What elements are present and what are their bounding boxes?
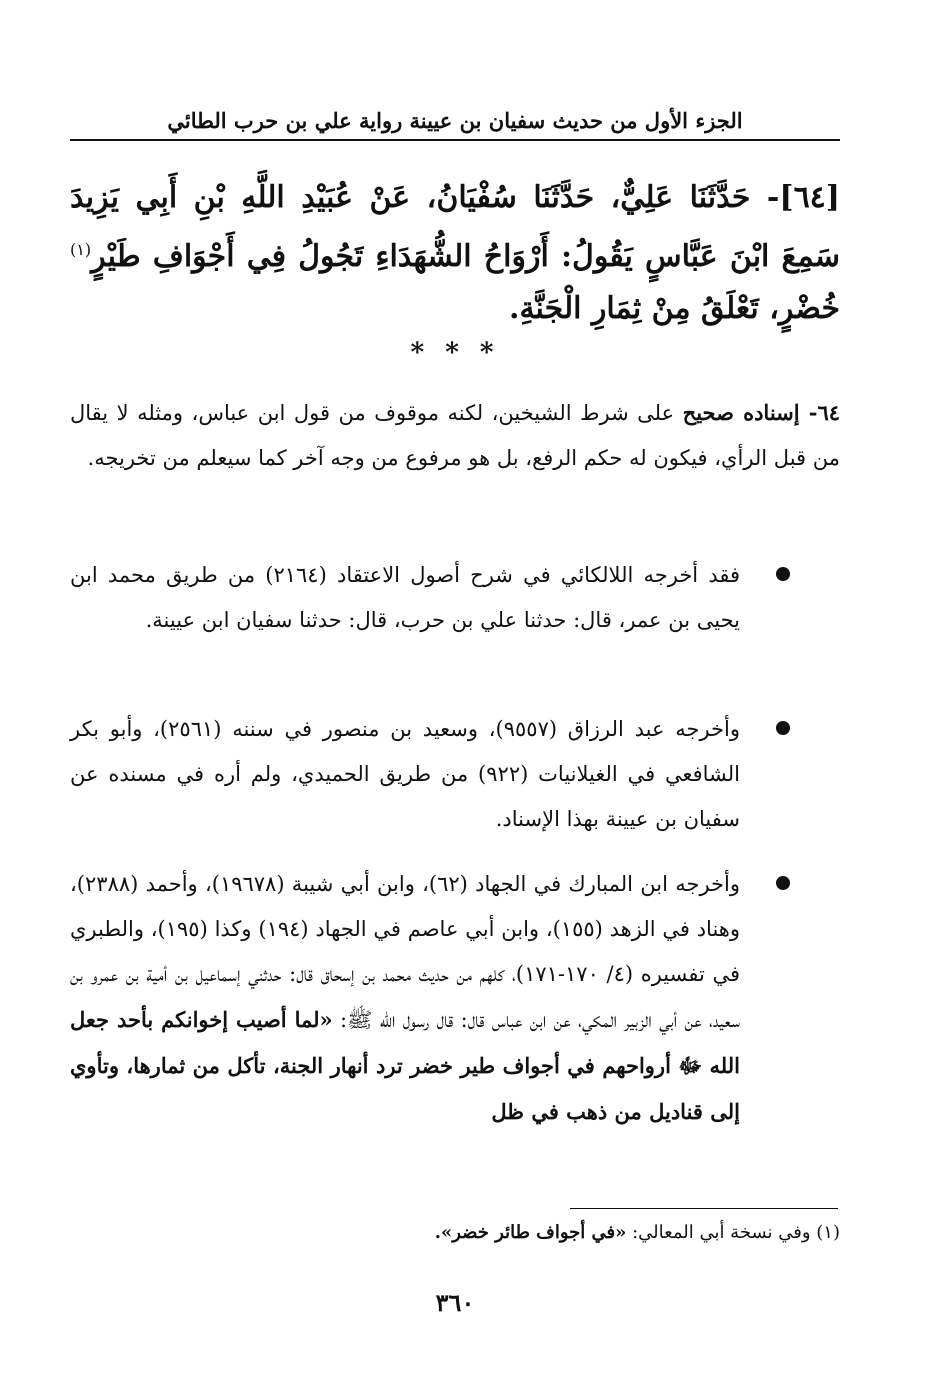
takhrij-lead: ٦٤- إسناده صحيح — [682, 400, 841, 425]
takhrij-paragraph — [70, 390, 840, 481]
prophetic-quote: «لما أصيب إخوانكم بأحد جعل الله ﷻ أرواحهم في أجواف طير خضر ترد أنهار الجنة، تأكل من ثمارها، وتأوي إلى قناديل من ذهب في ظل — [70, 1007, 740, 1124]
bullet-dot-icon — [776, 876, 790, 890]
takhrij-bullet-2 — [70, 707, 840, 842]
bullet-text: فقد أخرجه اللالكائي في شرح أصول الاعتقاد (٢١٦٤) من طريق محمد ابن يحيى بن عمر، قال: حدثنا علي بن حرب، قال: حدثنا سفيان ابن عيينة. — [70, 563, 741, 632]
section-separator: * * * — [410, 338, 500, 368]
running-header: الجزء الأول من حديث سفيان بن عيينة رواية علي بن حرب الطائي — [70, 108, 840, 141]
takhrij-bullet-3 — [70, 862, 840, 1135]
footnote-bold: «في أجواف طائر خضر». — [434, 1222, 627, 1243]
page-number: ٣٦٠ — [435, 1288, 475, 1317]
bullet-text — [70, 862, 740, 1135]
hadith-text — [70, 172, 840, 335]
footnote-marker[interactable]: (١) — [70, 240, 92, 259]
hadith-text-part1: [٦٤]- حَدَّثَنَا عَلِيٌّ، حَدَّثَنَا سُفْيَانُ، عَنْ عُبَيْدِ اللَّهِ بْنِ أَبِي يَزِيدَ سَمِعَ ابْنَ عَبَّاسٍ يَقُولُ: أَرْوَاحُ الشُّهَدَاءِ تَجُولُ فِي أَجْوَافِ طَيْرٍ — [70, 180, 840, 274]
bullet-text-plain: وأخرجه ابن المبارك في الجهاد (٦٢)، وابن أبي شيبة (١٩٦٧٨)، وأحمد (٢٣٨٨)، وهناد في الزهد (١٥٥)، وابن أبي عاصم في الجهاد (١٩٤) وكذا (١٩٥)، والطبري في تفسيره (٤/ ١٧٠-١٧١)، كلهم من حديث محمد بن إسحاق قال: حدثني إسماعيل بن أمية بن عمرو بن سعيد، عن أبي الزبير المكي، عن ابن عباس قال: قال رسول الله ﷺ: — [70, 872, 741, 1032]
takhrij-text: على شرط الشيخين، لكنه موقوف من قول ابن عباس، ومثله لا يقال من قبل الرأي، فيكون له حكم الرفع، بل هو مرفوع من وجه آخر كما سيعلم من تخريجه. — [70, 401, 840, 470]
bullet-text: وأخرجه عبد الرزاق (٩٥٥٧)، وسعيد بن منصور في سننه (٢٥٦١)، وأبو بكر الشافعي في الغيلانيات (٩٢٢) من طريق الحميدي، ولم أره في مسنده عن سفيان بن عيينة بهذا الإسناد. — [70, 717, 741, 831]
hadith-text-part2: خُضْرٍ، تَعْلَقُ مِنْ ثِمَارِ الْجَنَّةِ. — [509, 291, 840, 326]
footnote-text: (١) وفي نسخة أبي المعالي: — [626, 1222, 840, 1243]
bullet-dot-icon — [776, 567, 790, 581]
takhrij-bullet-1 — [70, 553, 840, 643]
bullet-dot-icon — [776, 721, 790, 735]
footnote — [70, 1218, 840, 1248]
footnote-divider — [570, 1208, 838, 1209]
